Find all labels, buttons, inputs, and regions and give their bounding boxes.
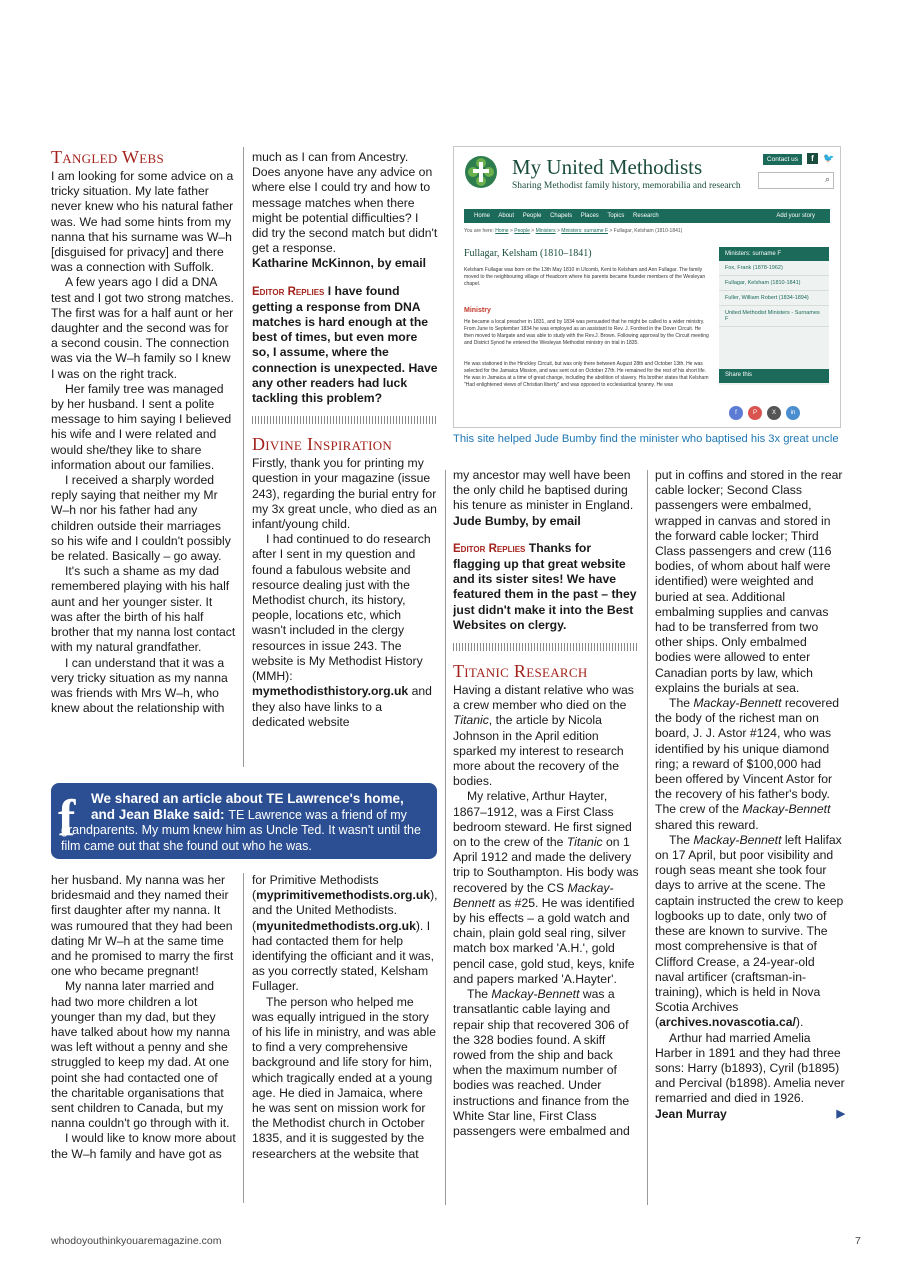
paragraph: The person who helped me was equally intrigued in the story of his life in ministry, and was able to find a very comprehensive background and life story for him, which tragically ended at a young age. He died in Jamaica, where he was sent on mission work for the Methodist church in October 1835, and it is suggested by the researchers at the website that [252, 994, 437, 1161]
facebook-quote-box [51, 783, 437, 859]
paragraph: I am looking for some advice on a tricky situation. My late father never knew who his natural father was. We had some hints from my nanna that his surname was W–h [disguised for privacy] and there was a connection with Suffolk. [51, 169, 234, 275]
paragraph [453, 683, 639, 789]
footer-url: whodoyouthinkyouaremagazine.com [51, 1235, 222, 1247]
methodist-cross-logo-icon [464, 155, 498, 189]
paragraph: put in coffins and stored in the rear cable locker; Second Class passengers were embalmed, wrapped in canvas and stored in the forward cable locker; Third Class passengers and crew (116 bodies, of whom about half were identified) were weighted and buried at sea. Additional embalming supplies and canvas had to be transferred from two other ships. Only embalmed bodies were allowed to enter Canadian ports by law, which explains the burials at sea. [655, 468, 843, 695]
paragraph [655, 833, 845, 1031]
site-subtitle: Sharing Methodist family history, memorabilia and research [512, 181, 741, 191]
breadcrumb-link-surname-f[interactable]: Ministers: surname F [561, 228, 608, 234]
facebook-quote-text [61, 791, 429, 854]
ship-name: Mackay-Bennett [453, 880, 614, 910]
sidebar-item[interactable]: United Methodist Ministers - Surnames F [719, 306, 829, 327]
breadcrumb-link-home[interactable]: Home [495, 228, 509, 234]
quote-line-1: We shared an article about TE Lawrence's home, [91, 791, 404, 806]
sidebar-item[interactable]: Fox, Frank (1878-1962) [719, 261, 829, 276]
nav-item-chapels[interactable]: Chapels [550, 213, 573, 219]
nav-item-research[interactable]: Research [633, 213, 659, 219]
text-run: left Halifax on 17 April, but poor visibility and rough seas meant she took four days to arrive at the scene. The captain instructed the crew to keep logbooks up to date, only two of these are known to survive. The most comprehensive is that of Clifford Crease, a 24-year-old naval artificer (craftsman-in-training), which is held in Nova Scotia Archives ( [655, 832, 844, 1030]
share-this-heading: Share this [719, 369, 829, 383]
text-run: ). I had contacted them for help identifying the officiant and it was, as you correctly stated, Kelsham Fullager. [252, 918, 435, 994]
section-heading-divine-inspiration: Divine Inspiration [252, 434, 393, 455]
editor-reply-text: Thanks for flagging up that great website and its sister sites! We have featured them in the past – they just didn't make it into the Best Websites on clergy. [453, 540, 637, 632]
paragraph: I can understand that it was a very tricky situation as my nanna was friends with Mrs W–h, who knew about the relationship with [51, 655, 228, 716]
text-run: The [467, 987, 492, 1002]
text-run: shared this reward. [655, 817, 759, 832]
nav-item-places[interactable]: Places [580, 213, 599, 219]
paragraph: I received a sharply worded reply saying that neither my Mr W–h nor his father had any children outside their marriages so his wife and I couldn't possibly be related. Basically – go away. [51, 473, 231, 564]
breadcrumb-link-ministers[interactable]: Ministers [535, 228, 556, 234]
paragraph: My nanna later married and had two more children a lot younger than my dad, but they have talked about how my nanna was left without a penny and she struggled to keep my dad. At one point she had contacted one of the charitable organisations that sent children to Canada, but my nanna couldn't go through with it. [51, 979, 230, 1131]
site-title: My United Methodists [512, 155, 703, 179]
ship-name: Mackay-Bennett [693, 832, 782, 847]
site-nav-bar [464, 209, 830, 223]
column-1-bottom [51, 873, 237, 1208]
breadcrumb: You are here: Home > People > Ministers > Ministers: surname F > Fullagar, Kelsham (1810-1841) [464, 228, 683, 234]
text-run: My relative, Arthur Hayter, 1867–1912, was a First Class bedroom steward. He first signed on to the crew of the [453, 789, 632, 850]
sidebar-item[interactable]: Fullagar, Kelsham (1810-1841) [719, 276, 829, 291]
section-heading-tangled-webs: Tangled Webs [51, 147, 165, 167]
ship-name: Mackay-Bennett [693, 696, 782, 711]
paragraph: I would like to know more about the W–h family and have got as [51, 1131, 236, 1161]
editor-reply [252, 284, 438, 407]
column-2-bottom [252, 873, 438, 1208]
search-input[interactable] [758, 172, 834, 189]
paragraph: Arthur had married Amelia Harber in 1891 and they had three sons: Harry (b1893), Cyril (b1895) and Percival (b1898). Amelia never remarried and died in 1926. [655, 1030, 845, 1106]
article-heading: Fullagar, Kelsham (1810–1841) [464, 248, 592, 259]
text-run: I had continued to do research after I sent in my question and found a fabulous website and resource dealing just with the Methodist church, its history, people, locations etc, which wasn't included in the clergy resources in issue 243. The website is My Methodist History (MMH): [252, 532, 431, 684]
paragraph [252, 873, 438, 995]
share-facebook-icon[interactable]: f [729, 406, 743, 420]
search-icon[interactable]: ⌕ [824, 174, 830, 184]
ship-name: Titanic [453, 713, 489, 728]
section-heading-titanic-research: Titanic Research [453, 661, 588, 682]
dotted-rule [453, 643, 639, 651]
article-paragraph: He became a local preacher in 1831, and by 1834 was persuaded that he might be called to a wider ministry. From June to September 1834 he was employed as an assistant to Rev. J. Fordred in the Dover Circuit. He then moved to Margate and was able to study with the Rev.J. Brown. Following approval by the Circuit meeting and District Synod he entered the Wesleyan Methodist ministry on trial in 1835. [464, 319, 709, 346]
website-link-mymethodisthistory[interactable]: mymethodisthistory.org.uk [252, 684, 409, 699]
nav-item-topics[interactable]: Topics [607, 213, 625, 219]
paragraph [655, 696, 845, 833]
paragraph [453, 789, 639, 987]
ship-name: Mackay-Bennett [742, 802, 831, 817]
nav-item-about[interactable]: About [498, 213, 515, 219]
website-link-novascotia-archives[interactable]: archives.novascotia.ca/ [659, 1015, 796, 1030]
screenshot-caption: This site helped Jude Bumby find the minister who baptised his 3x great uncle [453, 433, 839, 445]
breadcrumb-prefix: You are here: [464, 228, 496, 234]
column-divider [243, 147, 244, 767]
text-run: and they also have links to a dedicated website [252, 684, 432, 729]
article-paragraph: Kelsham Fullagar was born on the 13th May 1810 in Ulcomb, Kent to Kelsham and Ann Fullagar. The family moved to the neighbouring village of Headcorn where his parents became founder members of the Wesleyan chapel. [464, 267, 706, 287]
ship-name: Titanic [566, 835, 603, 850]
share-x-icon[interactable]: X [767, 406, 781, 420]
quote-attribution: and Jean Blake said: [91, 806, 229, 822]
twitter-icon[interactable]: 🐦 [823, 153, 835, 163]
letter-signature: Katharine McKinnon, by email [252, 256, 427, 271]
text-run: for Primitive Methodists ( [252, 873, 379, 903]
column-2-top [252, 150, 438, 772]
editor-reply-text: I have found getting a response from DNA matches is hard enough at the best of times, but even more so, I assume, where the connection is unexpected. Have any other readers had luck tackling this problem? [252, 283, 438, 406]
contact-us-button[interactable]: Contact us [763, 154, 802, 165]
share-icons [729, 401, 805, 420]
share-pinterest-icon[interactable]: P [748, 406, 762, 420]
column-divider [243, 873, 244, 1203]
sidebar-ministers [719, 247, 829, 385]
nav-item-home[interactable]: Home [474, 213, 491, 219]
editor-replies-label: Editor Replies [453, 542, 526, 555]
text-run: , the article by Nicola Johnson in the April edition sparked my interest to research more about the recovery of the bodies. [453, 713, 624, 789]
article-paragraph: He was stationed in the Hinckley Circuit, but was only there between August 28th and October 13th. He was selected for the Jamaica Mission, and was sent out on October 27th. He remained for the rest of his short life. He was in Jamaica at a time of great change, including the abolition of slavery. His brother states that Kelsham "Had enlightened views of Christian liberty" and was opposed to ecclesiastical tyranny. He was [464, 361, 709, 388]
text-run: ). [795, 1015, 804, 1030]
paragraph [453, 987, 639, 1139]
column-divider [647, 470, 648, 1205]
website-link-myunitedmethodists[interactable]: myunitedmethodists.org.uk [256, 918, 416, 933]
column-4 [655, 468, 845, 1208]
text-run: on 1 April 1912 and made the delivery trip to Southampton. His body was recovered by the CS [453, 835, 639, 895]
share-linkedin-icon[interactable]: in [786, 406, 800, 420]
website-screenshot [453, 146, 841, 428]
paragraph: her husband. My nanna was her bridesmaid and they named their first daughter after my nanna. It was rumoured that they had been dating Mr W–h at the same time and he promised to marry the first one who became pregnant! [51, 873, 234, 979]
website-link-myprimitivemethodists[interactable]: myprimitivemethodists.org.uk [256, 888, 431, 903]
quote-body: TE Lawrence was a friend of my grandparents. My mum knew him as Uncle Ted. It wasn't until the film came out that she found out who he was. [61, 807, 421, 853]
text-run: as #25. He was identified by his effects – a gold watch and chain, plain gold seal ring, silver match box marked 'A.H.', gold pencil case, gold stud, keys, knife and papers marked 'A.Hayter'. [453, 895, 635, 986]
ship-name: Mackay-Bennett [491, 987, 580, 1002]
facebook-f-icon: f [58, 790, 76, 847]
column-3 [453, 468, 639, 1208]
paragraph: Firstly, thank you for printing my question in your magazine (issue 243), regarding the burial entry for my 3x great uncle, who died as an infant/young child. [252, 456, 437, 532]
facebook-icon[interactable]: f [807, 153, 818, 164]
paragraph: It's such a shame as my dad remembered playing with his half aunt and her younger sister. It was after the birth of his half brother that my nanna lost contact with my natural grandfather. [51, 564, 236, 655]
column-divider [445, 470, 446, 1205]
dotted-rule [252, 416, 438, 424]
editor-reply [453, 541, 639, 633]
text-run: was a transatlantic cable laying and repair ship that recovered 306 of the 328 bodies found. A skiff rowed from the ship and back when the maximum number of bodies was reached. Under instructions and finance from the White Star line, First Class passengers were embalmed and [453, 987, 630, 1138]
paragraph: much as I can from Ancestry. Does anyone have any advice on where else I could try and how to message matches when there might be potential difficulties? I did try the second match but didn't get a response. [252, 150, 438, 256]
text-run: The [669, 832, 694, 847]
continue-arrow-icon: ▶ [836, 1107, 845, 1120]
column-1-top [51, 147, 237, 772]
paragraph: my ancestor may well have been the only child he baptised during his tenure as minister in England. [453, 468, 634, 513]
breadcrumb-current: Fullagar, Kelsham (1810-1841) [613, 228, 683, 234]
paragraph [252, 532, 438, 730]
editor-replies-label: Editor Replies [252, 285, 325, 298]
nav-item-people[interactable]: People [522, 213, 542, 219]
sidebar-item[interactable]: Fuller, William Robert (1834-1894) [719, 291, 829, 306]
letter-signature [655, 1107, 845, 1122]
ministry-heading: Ministry [464, 307, 491, 314]
sidebar-heading: Ministers: surname F [719, 247, 829, 261]
letter-signature: Jude Bumby, by email [453, 513, 581, 528]
paragraph: Her family tree was managed by her husband. I sent a polite message to him saying I believed his wife and I were related and would she/they like to share information about our families. [51, 381, 232, 472]
signature-text: Jean Murray [655, 1106, 727, 1121]
text-run: recovered the body of the richest man on board, J. J. Astor #124, who was identified by his unique diamond ring; a reward of $100,000 had been offered by Vincent Astor for the recovery of his father's body. The crew of the [655, 696, 840, 817]
text-run: ), and the United Methodists. ( [252, 888, 438, 933]
text-run: The [669, 696, 694, 711]
breadcrumb-link-people[interactable]: People [514, 228, 530, 234]
add-your-story-link[interactable]: Add your story [776, 213, 815, 219]
paragraph: A few years ago I did a DNA test and I got two strong matches. The first was for a half aunt or her daughter and the second was for a second cousin. The connection was via the W–h family so I knew I was on the right track. [51, 275, 234, 381]
text-run: Having a distant relative who was a crew member who died on the [453, 683, 634, 713]
page-number: 7 [855, 1235, 861, 1247]
